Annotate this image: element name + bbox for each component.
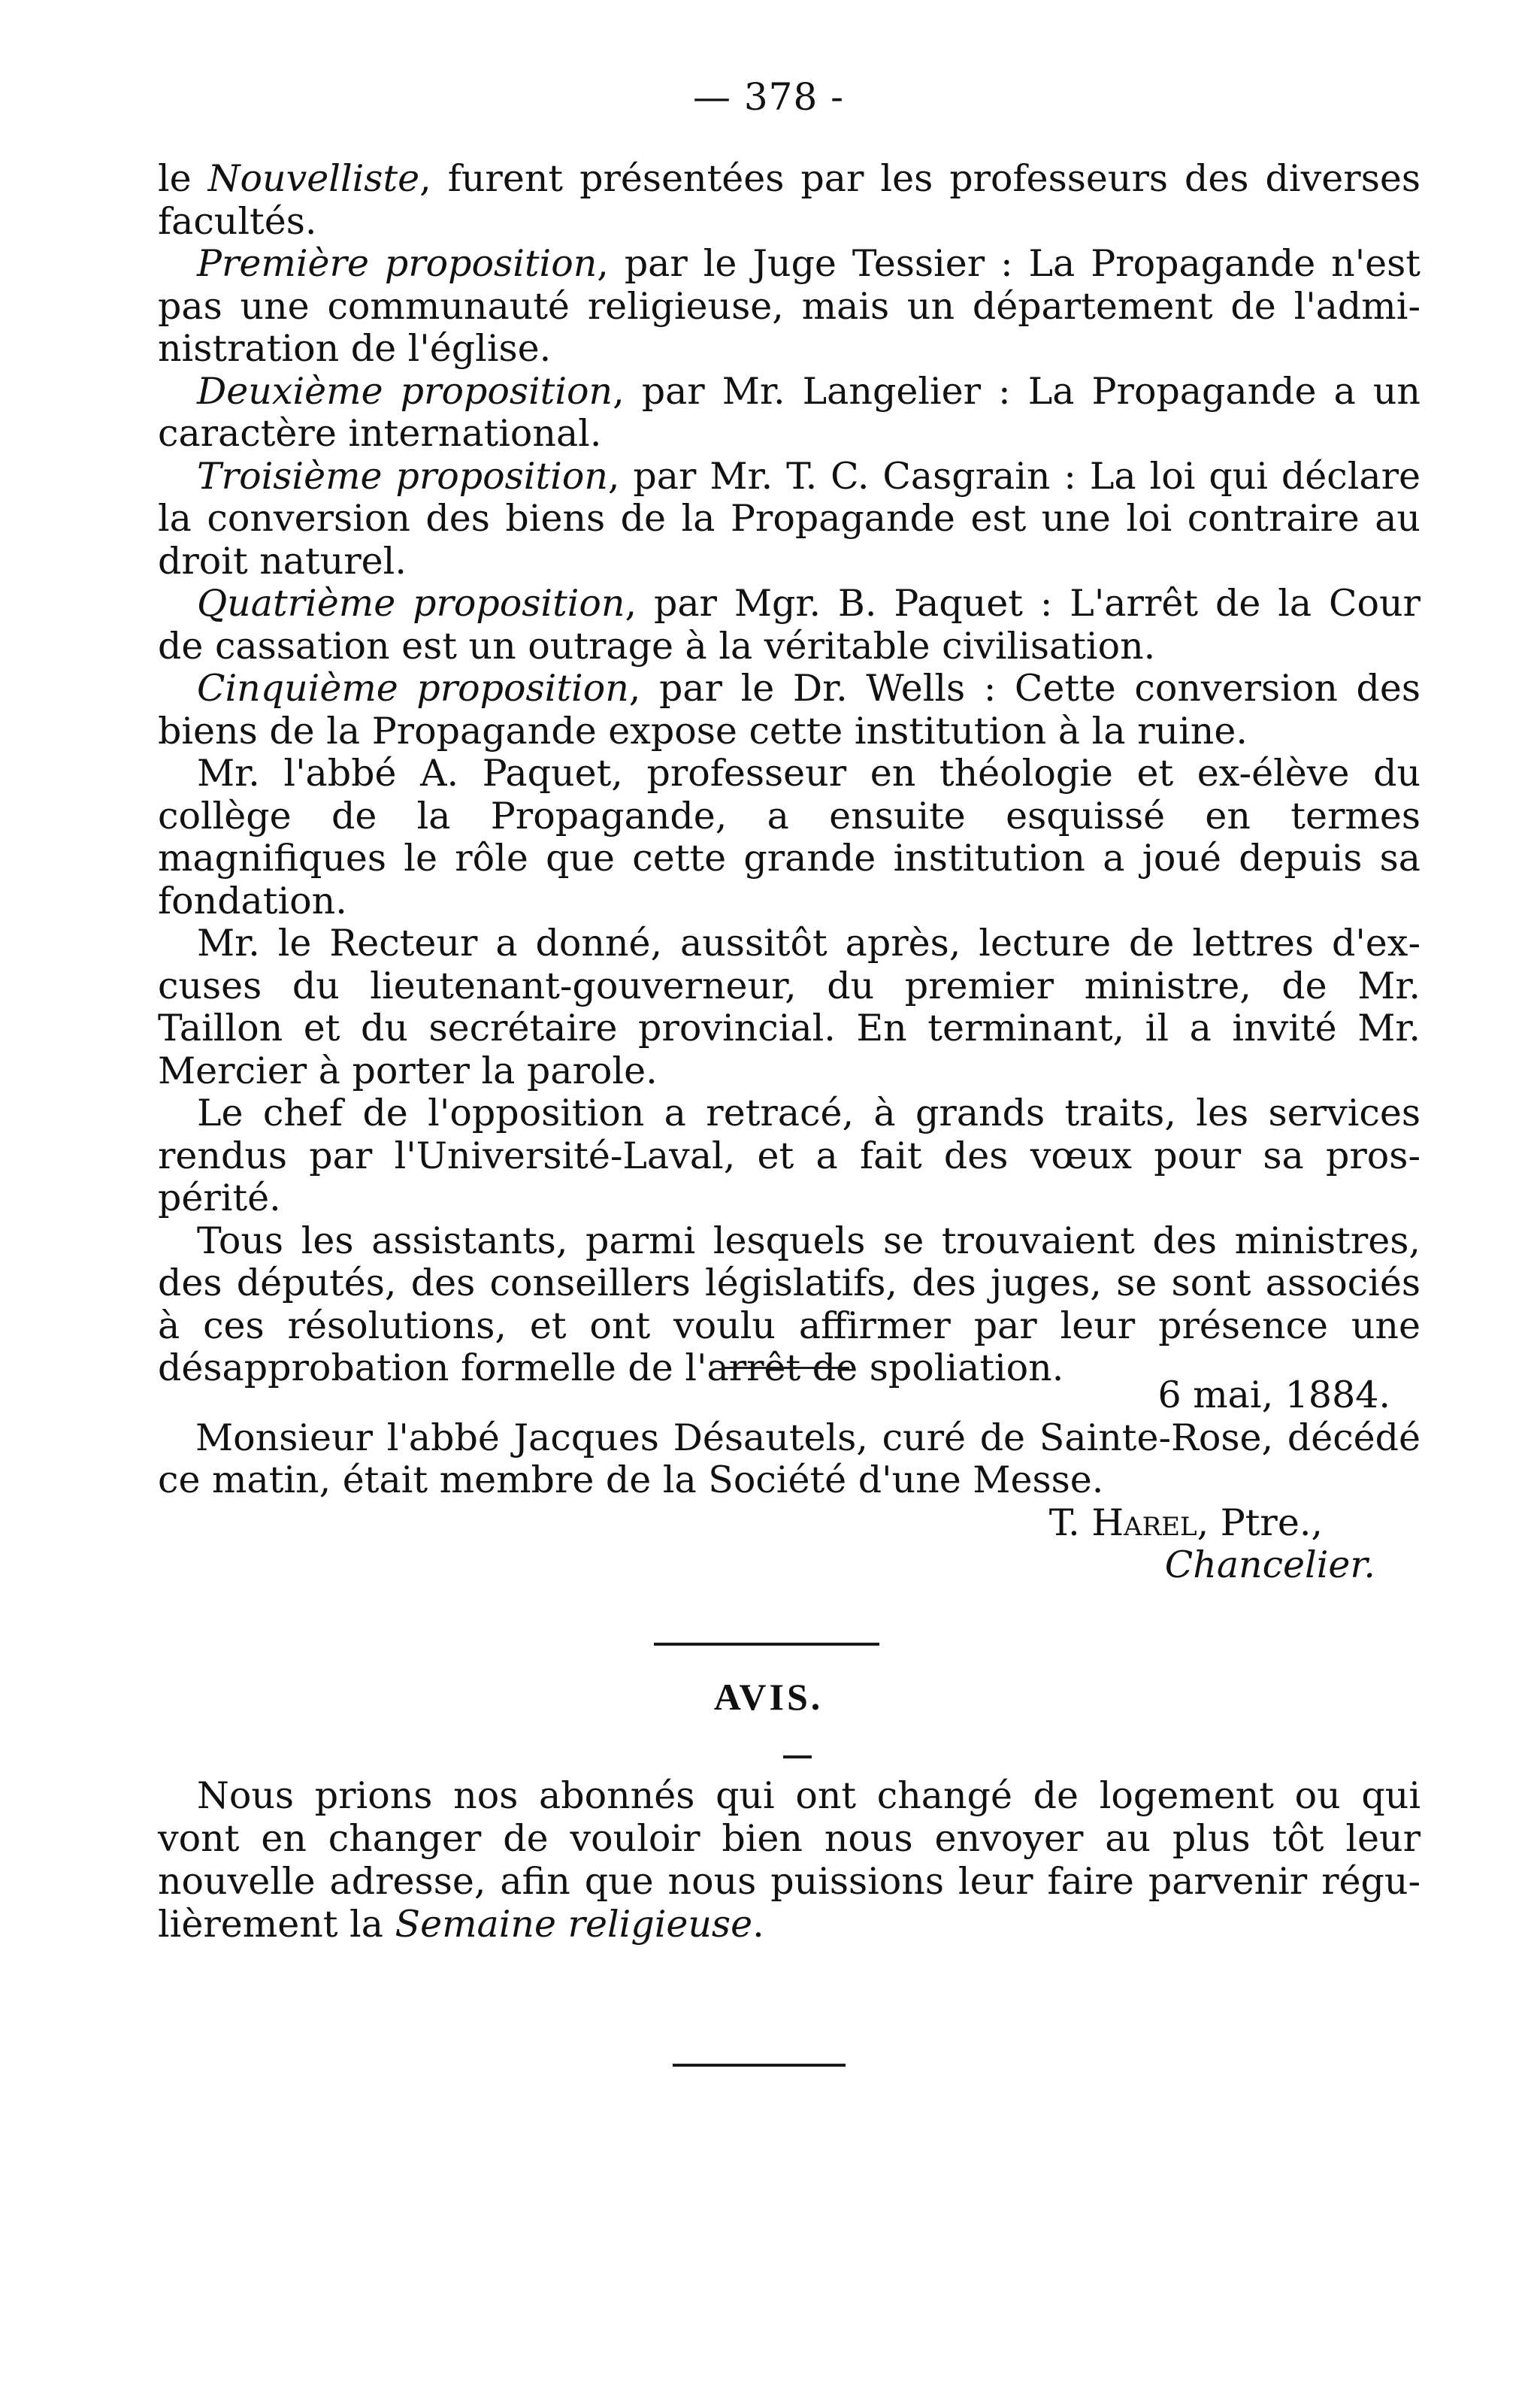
italic-text: Deuxième proposition xyxy=(197,369,613,413)
avis-body xyxy=(158,1774,1421,1946)
notice-body: Monsieur l'abbé Jacques Désautels, curé de Sainte-Rose, décédé ce matin, était membre de la Société d'une Messe. xyxy=(158,1416,1421,1501)
paragraph-text: , par Mr. T. C. Casgrain : La loi qui déclare la conversion des biens de la Propagande est une loi contraire au droit naturel. xyxy=(158,454,1421,583)
italic-text: Première proposition xyxy=(197,242,598,285)
paragraph-p9 xyxy=(158,1092,1421,1220)
italic-text: Semaine religieuse xyxy=(395,1903,753,1946)
signature-title: Chancelier. xyxy=(1164,1543,1375,1586)
paragraph-p10 xyxy=(158,1220,1421,1390)
italic-text: Cinquième proposition xyxy=(197,667,629,710)
article-body xyxy=(158,158,1421,1390)
paragraph-text: Nous prions nos abonnés qui ont changé de logement ou qui vont en changer de vouloir bien nous envoyer au plus tôt leur nouvelle adresse, afin que nous puissions leur faire parvenir régulièrement la xyxy=(158,1774,1421,1946)
paragraph-p1 xyxy=(158,158,1421,243)
signature-name: T. Harel xyxy=(1048,1501,1197,1544)
notice-date: 6 mai, 1884. xyxy=(1157,1374,1390,1416)
death-notice xyxy=(158,1374,1421,1587)
paragraph-text: , par le Juge Tessier : La Propagande n'est pas une communauté religieuse, mais un département de l'administration de l'église. xyxy=(158,242,1421,370)
avis-heading: AVIS. xyxy=(713,1676,824,1718)
paragraph-text: , par le Dr. Wells : Cette conversion des biens de la Propagande expose cette institution à la ruine. xyxy=(158,667,1421,753)
avis-paragraph xyxy=(158,1774,1421,1946)
paragraph-p2 xyxy=(158,243,1421,371)
paragraph-text: le xyxy=(158,157,208,200)
section-divider xyxy=(722,1367,849,1369)
paragraph-p7 xyxy=(158,753,1421,922)
paragraph-text: Tous les assistants, parmi lesquels se trouvaient des ministres, des députés, des conseillers législatifs, des juges, se sont associés à ces résolutions, et ont voulu affirmer par leur présence une désapprobation formelle de l'arrêt de spoliation. xyxy=(158,1219,1421,1389)
italic-text: Quatrième proposition xyxy=(197,582,625,625)
paragraph-text: Le chef de l'opposition a retracé, à grands traits, les services rendus par l'Université-Laval, et a fait des vœux pour sa prospérité. xyxy=(158,1092,1421,1219)
paragraph-p6 xyxy=(158,668,1421,753)
italic-text: Troisième proposition xyxy=(197,454,608,498)
page-end-divider xyxy=(673,2064,846,2067)
paragraph-text: , par Mgr. B. Paquet : L'arrêt de la Cour de cassation est un outrage à la véritable civilisation. xyxy=(158,582,1421,668)
paragraph-text: Mr. l'abbé A. Paquet, professeur en théologie et ex-élève du collège de la Propagande, a ensuite esquissé en termes magnifiques le rôle que cette grande institution a joué depuis sa fondation. xyxy=(158,752,1421,922)
paragraph-p4 xyxy=(158,456,1421,583)
section-divider xyxy=(654,1643,879,1646)
paragraph-text: , par Mr. Langelier : La Propagande a un caractère international. xyxy=(158,369,1421,455)
paragraph-text: . xyxy=(752,1903,764,1946)
heading-dash xyxy=(783,1755,812,1758)
paragraph-p8 xyxy=(158,922,1421,1092)
paragraph-p3 xyxy=(158,371,1421,456)
page-number: — 378 - xyxy=(692,75,845,119)
paragraph-p5 xyxy=(158,583,1421,668)
paragraph-text: Mr. le Recteur a donné, aussitôt après, lecture de lettres d'excuses du lieutenant-gouverneur, du premier ministre, de Mr. Taillon et du secrétaire provincial. En terminant, il a invité Mr. Mercier à porter la parole. xyxy=(158,922,1421,1092)
signature-suffix: , Ptre., xyxy=(1197,1501,1323,1544)
notice-signature xyxy=(158,1502,1421,1545)
paragraph-text: , furent présentées par les professeurs des diverses facultés. xyxy=(158,157,1421,243)
italic-text: Nouvelliste xyxy=(207,157,420,200)
